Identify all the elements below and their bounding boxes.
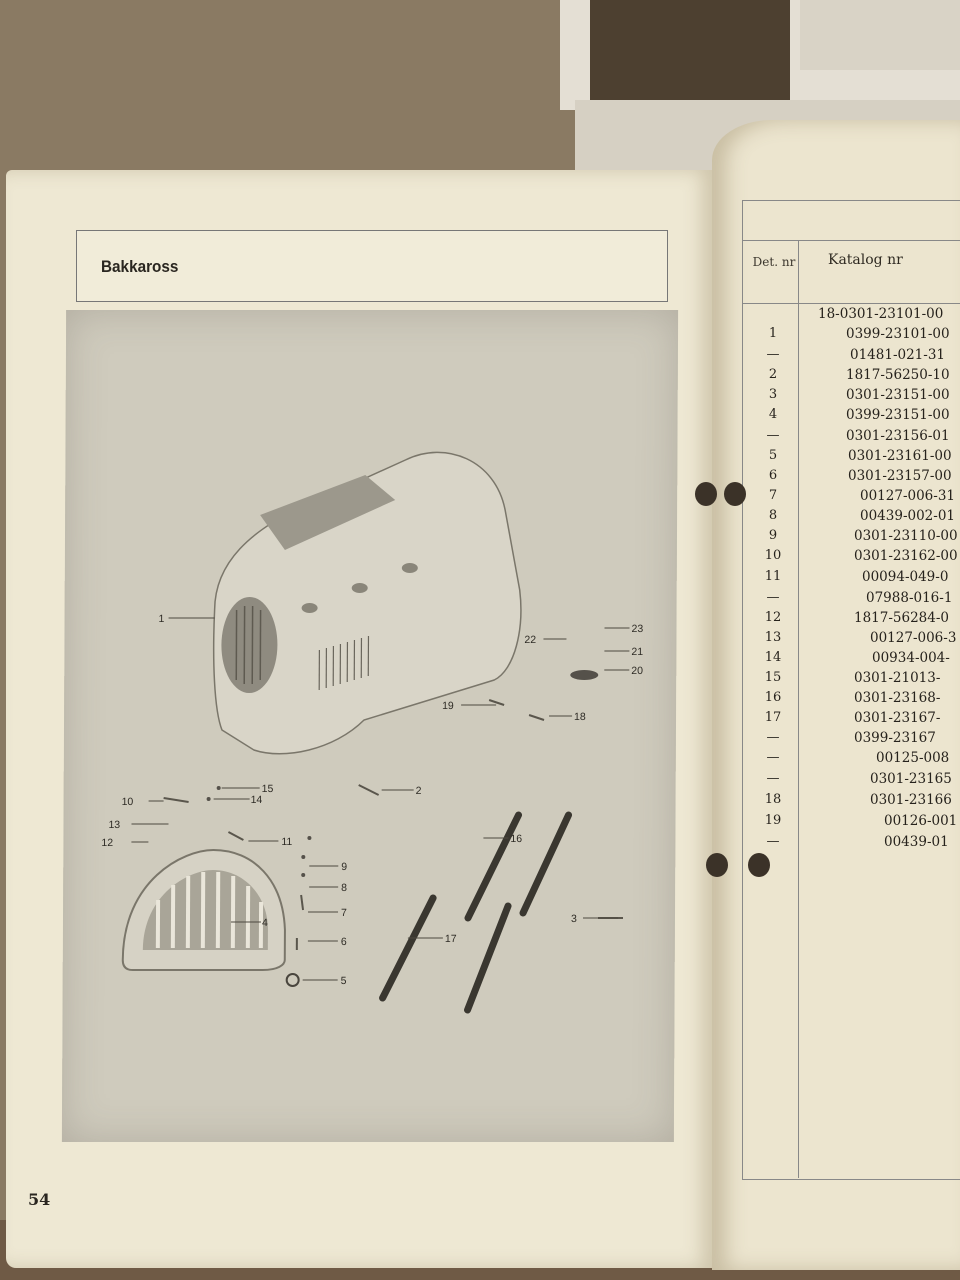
row-det: 13 bbox=[764, 630, 782, 645]
callout-5: 5 bbox=[340, 975, 347, 987]
row-katalog: 00439-01 bbox=[884, 834, 949, 850]
row-det: 15 bbox=[764, 670, 782, 685]
column-header-katalog: Katalog nr bbox=[828, 252, 903, 268]
row-det: 19 bbox=[764, 813, 782, 828]
binder-hole bbox=[706, 853, 728, 877]
page-number: 54 bbox=[28, 1190, 51, 1209]
callout-23: 23 bbox=[631, 623, 644, 635]
callout-17: 17 bbox=[444, 933, 457, 945]
row-det: 6 bbox=[768, 468, 778, 483]
callout-10: 10 bbox=[121, 796, 134, 808]
callout-7: 7 bbox=[340, 907, 347, 919]
row-det: 3 bbox=[768, 387, 778, 402]
row-det: 2 bbox=[768, 367, 778, 382]
row-katalog: 0301-23166 bbox=[870, 792, 952, 808]
callout-9: 9 bbox=[341, 861, 348, 873]
callout-19: 19 bbox=[442, 700, 454, 712]
callout-12: 12 bbox=[101, 837, 114, 849]
row-katalog: 0301-23161-00 bbox=[848, 448, 952, 464]
column-header-det: Det. nr bbox=[752, 255, 796, 269]
parts-table-header bbox=[742, 240, 960, 304]
callout-20: 20 bbox=[631, 665, 644, 677]
row-katalog: 0301-21013- bbox=[854, 670, 941, 686]
row-katalog: 00127-006-3 bbox=[870, 630, 957, 646]
row-katalog: 01481-021-31 bbox=[850, 347, 946, 363]
row-det: — bbox=[766, 347, 780, 362]
binder-hole bbox=[748, 853, 770, 877]
row-det: 8 bbox=[768, 508, 778, 523]
cardboard-flap bbox=[800, 0, 960, 70]
callout-21: 21 bbox=[631, 646, 644, 658]
row-det: 12 bbox=[764, 610, 782, 625]
callout-1: 1 bbox=[158, 613, 165, 625]
row-det: — bbox=[766, 428, 780, 443]
row-katalog: 0399-23167 bbox=[854, 730, 936, 746]
row-katalog: 0301-23167- bbox=[854, 710, 941, 726]
row-det: 10 bbox=[764, 548, 782, 563]
left-page bbox=[6, 170, 714, 1268]
callout-22: 22 bbox=[524, 634, 537, 646]
row-katalog: 0301-23165 bbox=[870, 771, 952, 787]
front-opening bbox=[221, 597, 278, 693]
row-katalog: 00439-002-01 bbox=[860, 508, 956, 524]
rubber-strips bbox=[383, 815, 569, 1010]
row-det: — bbox=[766, 730, 780, 745]
row-katalog: 00934-004- bbox=[872, 650, 950, 666]
row-det: 17 bbox=[764, 710, 782, 725]
row-katalog: 18-0301-23101-00 bbox=[818, 306, 944, 322]
row-det: 14 bbox=[764, 650, 782, 665]
row-det: 1 bbox=[768, 326, 778, 341]
callout-13: 13 bbox=[108, 819, 121, 831]
row-det: 4 bbox=[768, 407, 778, 422]
row-katalog: 07988-016-1 bbox=[866, 590, 953, 606]
row-katalog: 0301-23157-00 bbox=[848, 468, 952, 484]
row-det: 9 bbox=[768, 528, 778, 543]
row-katalog: 00126-001 bbox=[884, 813, 958, 829]
row-katalog: 00094-049-0 bbox=[862, 569, 949, 585]
row-det: — bbox=[766, 750, 780, 765]
row-det: 5 bbox=[768, 448, 778, 463]
row-det: 16 bbox=[764, 690, 782, 705]
parts-drawing bbox=[62, 310, 678, 1142]
row-katalog: 0301-23110-00 bbox=[854, 528, 958, 544]
row-det: — bbox=[766, 834, 780, 849]
callout-4: 4 bbox=[261, 917, 268, 929]
callout-11: 11 bbox=[281, 836, 293, 848]
callout-18: 18 bbox=[574, 711, 586, 723]
section-header bbox=[76, 230, 668, 302]
row-katalog: 0301-23162-00 bbox=[854, 548, 958, 564]
row-katalog: 0399-23101-00 bbox=[846, 326, 950, 342]
row-det: — bbox=[766, 771, 780, 786]
column-divider bbox=[798, 240, 799, 1178]
row-katalog: 1817-56284-0 bbox=[854, 610, 950, 626]
row-katalog: 1817-56250-10 bbox=[846, 367, 950, 383]
binder-hole bbox=[724, 482, 746, 506]
row-det: 11 bbox=[764, 569, 782, 584]
row-katalog: 0301-23168- bbox=[854, 690, 941, 706]
callout-8: 8 bbox=[341, 882, 348, 894]
callout-2: 2 bbox=[415, 785, 422, 797]
row-det: 18 bbox=[764, 792, 782, 807]
page-title: Bakkaross bbox=[101, 257, 179, 276]
row-katalog: 0301-23151-00 bbox=[846, 387, 950, 403]
right-page bbox=[712, 120, 960, 1270]
callout-6: 6 bbox=[340, 936, 347, 948]
binder-hole bbox=[695, 482, 717, 506]
row-katalog: 0301-23156-01 bbox=[846, 428, 950, 444]
row-katalog: 00125-008 bbox=[876, 750, 950, 766]
row-det: 7 bbox=[768, 488, 778, 503]
callout-16: 16 bbox=[510, 833, 523, 845]
callout-15: 15 bbox=[261, 783, 274, 795]
callout-14: 14 bbox=[250, 794, 263, 806]
exploded-parts-figure bbox=[62, 310, 678, 1142]
cardboard-box-interior bbox=[590, 0, 790, 100]
row-det: — bbox=[766, 590, 780, 605]
callout-3: 3 bbox=[570, 913, 577, 925]
row-katalog: 0399-23151-00 bbox=[846, 407, 950, 423]
row-katalog: 00127-006-31 bbox=[860, 488, 956, 504]
